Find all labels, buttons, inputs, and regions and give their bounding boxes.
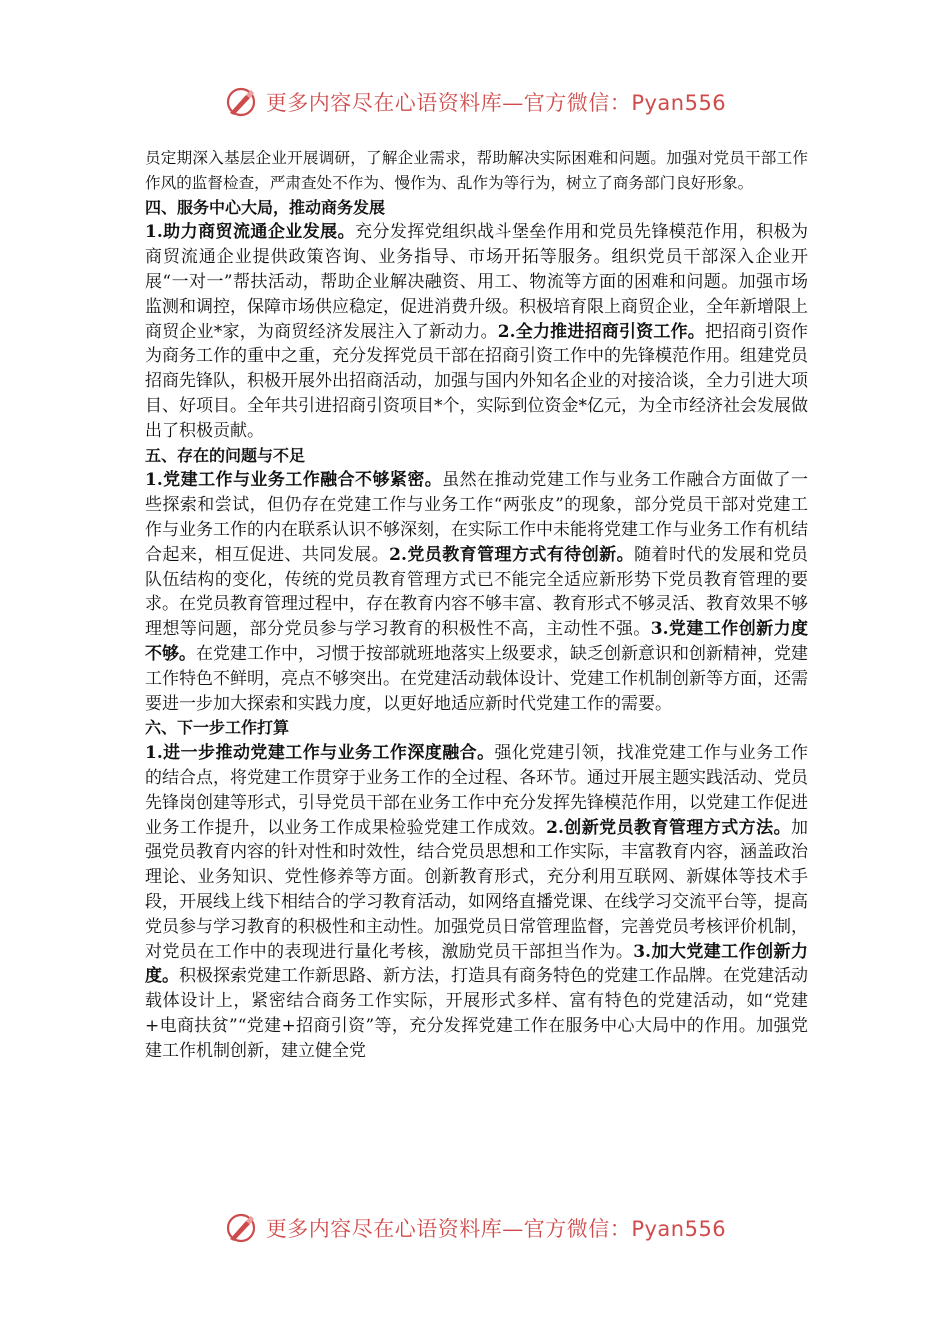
footer-watermark-banner: [0, 1208, 950, 1248]
section-6-item-2-title: 2.创新党员教育管理方式方法。: [546, 817, 792, 838]
section-4-item-2-title: 2.全力推进招商引资工作。: [497, 321, 705, 342]
header-watermark-banner: [0, 82, 950, 122]
section-5-body: [145, 468, 808, 716]
section-5-item-2-text: 随着时代的发展和党员队伍结构的变化，传统的党员教育管理方式已不能完全适应新形势下党员教育管理的要求。在党员教育管理过程中，存在教育内容不够丰富、教育形式不够灵活、教育效果不够理想等问题，部分党员参与学习教育的积极性不高，主动性不强。: [145, 544, 809, 640]
section-5-item-1-text: 虽然在推动党建工作与业务工作融合方面做了一些探索和尝试，但仍存在党建工作与业务工作“两张皮”的现象，部分党员干部对党建工作与业务工作的内在联系认识不够深刻，在实际工作中未能将党建工作与业务工作有机结合起来，相互促进、共同发展。: [145, 470, 809, 565]
section-5-item-3-title: 3.党建工作创新力度不够。: [145, 619, 809, 664]
section-6-item-1-text: 强化党建引领，找准党建工作与业务工作的结合点，将党建工作贯穿于业务工作的全过程、各环节。通过开展主题实践活动、党员先锋岗创建等形式，引导党员干部在业务工作中充分发挥先锋模范作用，以党建工作促进业务工作提升，以业务工作成果检验党建工作成效。: [145, 743, 808, 838]
section-4-body: [145, 220, 808, 443]
paragraph-intro: 员定期深入基层企业开展调研，了解企业需求，帮助解决实际困难和问题。加强对党员干部工作作风的监督检查，严肃查处不作为、慢作为、乱作为等行为，树立了商务部门良好形象。: [145, 149, 808, 192]
section-6-heading: 六、下一步工作打算: [145, 718, 290, 738]
section-4-item-1-title: 1.助力商贸流通企业发展。: [145, 222, 356, 243]
section-5-item-1-title: 1.党建工作与业务工作融合不够紧密。: [145, 470, 443, 491]
section-6-item-2-text: 加强党员教育内容的针对性和时效性，结合党员思想和工作实际，丰富教育内容，涵盖政治理论、业务知识、党性修养等方面。创新教育形式，充分利用互联网、新媒体等技术手段，开展线上线下相结合的学习教育活动，如网络直播党课、在线学习交流平台等，提高党员参与学习教育的积极性和主动性。加强党员日常管理监督，完善党员考核评价机制，对党员在工作中的表现进行量化考核，激励党员干部担当作为。: [145, 817, 809, 962]
pen-logo-icon: [224, 1211, 258, 1245]
section-5-heading: 五、存在的问题与不足: [145, 445, 306, 465]
section-6-item-3-title: 3.加大党建工作创新力度。: [145, 941, 808, 987]
section-5-item-3-text: 在党建工作中，习惯于按部就班地落实上级要求，缺乏创新意识和创新精神，党建工作特色不鲜明，亮点不够突出。在党建活动载体设计、党建工作机制创新等方面，还需要进一步加大探索和实践力度，以更好地适应新时代党建工作的需要。: [145, 643, 808, 714]
section-4-heading: 四、服务中心大局，推动商务发展: [145, 197, 386, 217]
banner-text: 更多内容尽在心语资料库—官方微信：Pyan556: [265, 91, 727, 115]
pen-logo-icon: [224, 85, 258, 119]
section-6-body: [145, 741, 808, 1063]
section-6-item-3-text: 积极探索党建工作新思路、新方法，打造具有商务特色的党建工作品牌。在党建活动载体设计上，紧密结合商务工作实际，开展形式多样、富有特色的党建活动，如“党建+电商扶贫”“党建+招商引资”等，充分发挥党建工作在服务中心大局中的作用。加强党建工作机制创新，建立健全党: [145, 966, 808, 1061]
section-5-item-2-title: 2.党员教育管理方式有待创新。: [389, 544, 635, 565]
section-4-item-2-text: 把招商引资作为商务工作的重中之重，充分发挥党员干部在招商引资工作中的先锋模范作用。组建党员招商先锋队，积极开展外出招商活动，加强与国内外知名企业的对接洽谈，全力引进大项目、好项目。全年共引进招商引资项目*个，实际到位资金*亿元，为全市经济社会发展做出了积极贡献。: [145, 321, 809, 441]
document-body: [145, 146, 808, 1063]
banner-text: 更多内容尽在心语资料库—官方微信：Pyan556: [265, 1217, 727, 1241]
section-4-item-1-text: 充分发挥党组织战斗堡垒作用和党员先锋模范作用，积极为商贸流通企业提供政策咨询、业务指导、市场开拓等服务。组织党员干部深入企业开展“一对一”帮扶活动，帮助企业解决融资、用工、物流等方面的困难和问题。加强市场监测和调控，保障市场供应稳定，促进消费升级。积极培育限上商贸企业，全年新增限上商贸企业*家，为商贸经济发展注入了新动力。: [145, 222, 809, 342]
section-6-item-1-title: 1.进一步推动党建工作与业务工作深度融合。: [145, 743, 495, 764]
